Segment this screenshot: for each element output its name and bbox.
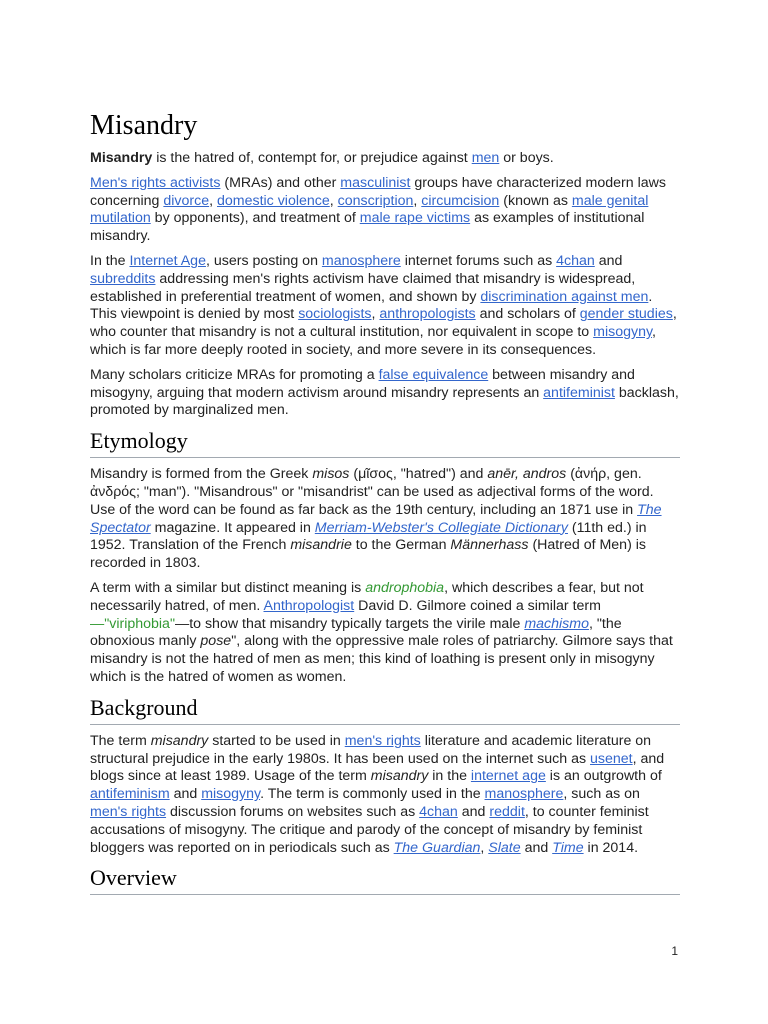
italic-term: Männerhass	[450, 537, 529, 554]
text: is the hatred of, contempt for, or prejudice against	[152, 150, 472, 166]
link-male-genital-mutilation[interactable]: male genital mutilation	[90, 192, 649, 227]
link-discrimination-against-men[interactable]: discrimination against men	[480, 288, 649, 305]
link-androphobia[interactable]	[365, 580, 444, 596]
text: addressing men's rights activism have claimed that misandry is widespread, established in preferential treatment of women, and shown by	[90, 270, 636, 305]
text: In the	[90, 252, 130, 269]
intro-paragraph-2	[90, 175, 680, 246]
italic-term: misandrie	[290, 537, 352, 554]
link-antifeminism[interactable]: antifeminism	[90, 786, 170, 803]
text: , "the obnoxious manly	[90, 615, 622, 650]
text: and	[457, 803, 490, 820]
link-4chan[interactable]: 4chan	[556, 252, 595, 269]
link-viriphobia[interactable]: —"viriphobia"	[90, 615, 175, 632]
italic-term: misandry	[150, 732, 209, 749]
intro-paragraph-3	[90, 253, 680, 360]
link-misogyny[interactable]: misogyny	[201, 786, 261, 803]
heading-background: Background	[90, 694, 680, 725]
text: between misandry and misogyny, arguing that modern activism around misandry represents an	[90, 366, 635, 401]
text: ,	[329, 192, 338, 209]
text: Many scholars criticize MRAs for promoting a	[90, 366, 379, 383]
italic-term: anēr, andros	[487, 466, 567, 483]
text: , which is far more deeply rooted in society, and more severe in its consequences.	[90, 324, 656, 358]
link-internet-age[interactable]: internet age	[470, 768, 546, 785]
text: . This viewpoint is denied by most	[90, 288, 653, 323]
italic-term: misos	[312, 466, 350, 483]
text: (known as	[499, 192, 572, 209]
text: . The term is commonly used in the	[260, 786, 485, 803]
italic-link-text: The Spectator	[90, 501, 662, 536]
link-manosphere[interactable]: manosphere	[321, 252, 401, 269]
link-subreddits[interactable]: subreddits	[90, 270, 156, 287]
etymology-paragraph-2	[90, 580, 680, 687]
link-internet-age[interactable]: Internet Age	[129, 252, 206, 269]
link-conscription[interactable]: conscription	[337, 192, 414, 209]
text: ,	[480, 839, 489, 856]
link-4chan[interactable]: 4chan	[419, 803, 458, 820]
link-mens-rights[interactable]: men's rights	[344, 732, 421, 749]
link-machismo[interactable]	[524, 616, 589, 632]
link-slate[interactable]	[488, 840, 520, 856]
italic-link-text: Time	[552, 839, 584, 856]
text: , and blogs since at least 1989. Usage of the term	[90, 750, 665, 785]
link-sociologists[interactable]: sociologists	[298, 306, 372, 323]
italic-term: misandry	[370, 768, 429, 785]
link-gender-studies[interactable]: gender studies	[579, 306, 673, 323]
link-masculinist[interactable]: masculinist	[340, 174, 411, 191]
text: to the German	[351, 537, 451, 554]
text: , users posting on	[205, 252, 322, 269]
text: as examples of institutional misandry.	[90, 210, 645, 245]
text: , to counter feminist accusations of misogyny. The critique and parody of the concept of misandry by feminist bloggers was reported on in periodicals such as	[90, 803, 649, 856]
link-the-guardian[interactable]	[394, 840, 481, 856]
link-anthropologists[interactable]: anthropologists	[379, 306, 476, 323]
link-anthropologist[interactable]: Anthropologist	[263, 597, 355, 614]
link-divorce[interactable]: divorce	[163, 192, 210, 209]
link-domestic-violence[interactable]: domestic violence	[217, 192, 330, 209]
text: David D. Gilmore coined a similar term	[354, 597, 601, 614]
text: magazine. It appeared in	[150, 519, 315, 536]
text: and scholars of	[475, 306, 580, 323]
link-circumcision[interactable]: circumcision	[421, 192, 500, 209]
link-manosphere[interactable]: manosphere	[484, 786, 564, 803]
etymology-paragraph-1	[90, 466, 680, 573]
text: (MRAs) and other	[220, 174, 341, 191]
text: , who counter that misandry is not a cultural institution, nor equivalent in scope to	[90, 306, 677, 341]
text: in the	[428, 768, 471, 785]
italic-term: pose	[200, 633, 232, 650]
text: Misandry is formed from the Greek	[90, 466, 313, 483]
text: (11th ed.) in 1952. Translation of the French	[90, 519, 647, 554]
text: internet forums such as	[400, 252, 557, 269]
text: groups have characterized modern laws concerning	[90, 174, 666, 209]
bold-term: Misandry	[90, 150, 153, 166]
heading-etymology: Etymology	[90, 427, 680, 458]
text: ", along with the oppressive male roles of patriarchy. Gilmore says that misandry is not the hatred of men as men; this kind of loathing is present only in misogyny which is the hatred of women as women.	[90, 633, 673, 685]
text: (μῖσος, "hatred") and	[349, 466, 488, 483]
text: The term	[90, 732, 151, 749]
text: started to be used in	[208, 732, 345, 749]
text: A term with a similar but distinct meaning is	[90, 579, 366, 596]
page-number: 1	[671, 944, 678, 958]
text: and	[169, 786, 202, 803]
intro-paragraph-4	[90, 367, 680, 420]
italic-link-text: androphobia	[365, 579, 445, 596]
italic-link-text: The Guardian	[393, 839, 481, 856]
link-time[interactable]	[552, 840, 583, 856]
italic-link-text: Merriam-Webster's Collegiate Dictionary	[314, 519, 568, 536]
link-antifeminist[interactable]: antifeminist	[543, 384, 615, 401]
text: and	[594, 252, 623, 269]
heading-overview: Overview	[90, 864, 680, 895]
text: (Hatred of Men) is recorded in 1803.	[90, 537, 646, 572]
text: discussion forums on websites such as	[166, 803, 420, 820]
link-mens-rights[interactable]: men's rights	[90, 803, 167, 820]
text: is an outgrowth of	[545, 768, 662, 785]
page-title: Misandry	[90, 110, 198, 141]
text: —to show that misandry typically targets the virile male	[175, 615, 525, 632]
link-usenet[interactable]: usenet	[590, 750, 633, 767]
background-paragraph-1	[90, 733, 680, 858]
text: ,	[209, 192, 217, 209]
link-misogyny[interactable]: misogyny	[593, 324, 653, 341]
text: backlash, promoted by marginalized men.	[90, 384, 679, 419]
text: literature and academic literature on structural prejudice in the early 1980s. It has been used on the internet such as	[90, 732, 652, 767]
link-merriam-webster[interactable]	[315, 520, 568, 536]
link-reddit[interactable]: reddit	[489, 803, 525, 820]
document-page	[90, 108, 680, 903]
text: in 2014.	[583, 839, 639, 856]
link-false-equivalence[interactable]: false equivalence	[378, 366, 489, 383]
text: , such as on	[563, 786, 640, 803]
text: ,	[371, 306, 380, 323]
intro-paragraph-1	[90, 150, 680, 168]
text: and	[520, 839, 553, 856]
italic-link-text: Slate	[488, 839, 521, 856]
text: ,	[413, 192, 422, 209]
text: (ἀνήρ, gen. ἀνδρός; "man"). "Misandrous" or "misandrist" can be used as adjectival forms of the word. Use of the word can be found as far back as the 19th century, including an 1871 use in	[90, 466, 654, 518]
link-men[interactable]: men	[471, 150, 500, 166]
link-male-rape-victims[interactable]: male rape victims	[359, 210, 471, 227]
link-mens-rights-activists[interactable]: Men's rights activists	[90, 174, 221, 191]
text: or boys.	[499, 150, 554, 166]
text: , which describes a fear, but not necessarily hatred, of men.	[90, 579, 644, 614]
text: by opponents), and treatment of	[150, 210, 360, 227]
italic-link-text: machismo	[524, 615, 589, 632]
